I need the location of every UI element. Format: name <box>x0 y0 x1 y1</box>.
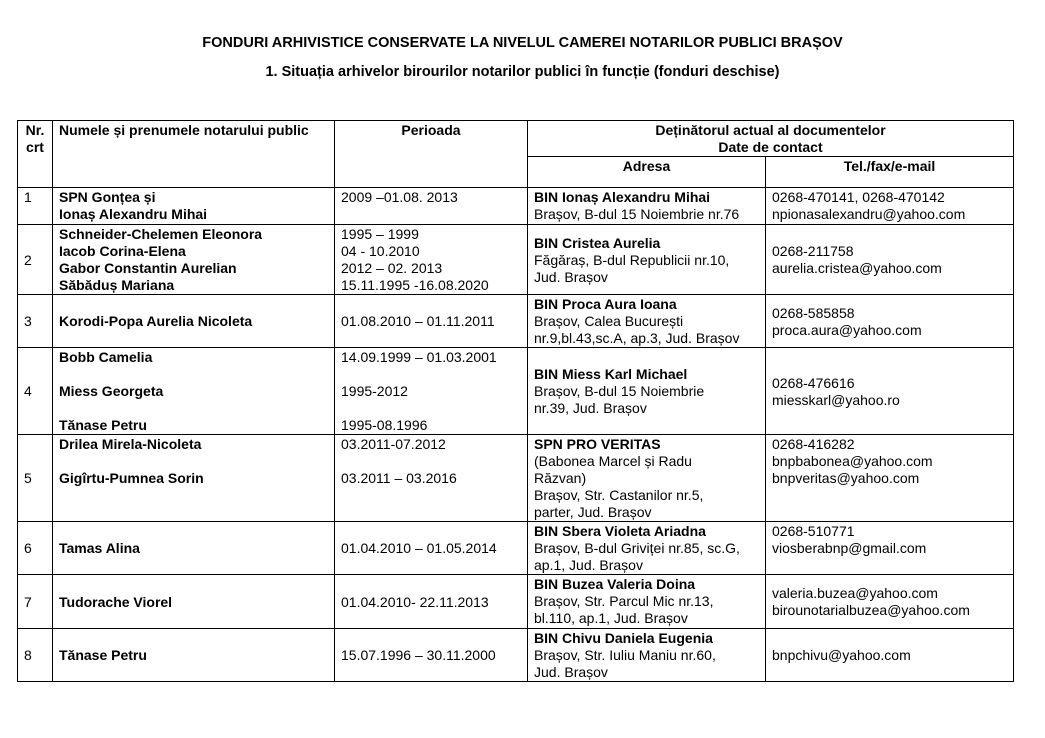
holder-address: BIN Cristea Aurelia Făgăraș, B-dul Republicii nr.10, Jud. Brașov <box>528 225 766 295</box>
row-number: 6 <box>18 522 53 575</box>
holder-name: BIN Ionaș Alexandru Mihai <box>534 189 711 205</box>
notary-names: Tudorache Viorel <box>53 575 335 629</box>
holder-address: BIN Buzea Valeria Doina Brașov, Str. Parcul Mic nr.13, bl.110, ap.1, Jud. Brașov <box>528 575 766 629</box>
notary-names: Bobb Camelia Miess Georgeta Tănase Petru <box>53 348 335 435</box>
holder-address: BIN Chivu Daniela Eugenia Brașov, Str. Iuliu Maniu nr.60, Jud. Brașov <box>528 629 766 682</box>
notary-names: SPN Gonțea și Ionaș Alexandru Mihai <box>53 188 335 225</box>
holder-address: BIN Miess Karl Michael Brașov, B-dul 15 Noiembrie nr.39, Jud. Brașov <box>528 348 766 435</box>
period: 01.08.2010 – 01.11.2011 <box>335 295 528 348</box>
contact-info: valeria.buzea@yahoo.com birounotarialbuzea@yahoo.com <box>766 575 1014 629</box>
period: 15.07.1996 – 30.11.2000 <box>335 629 528 682</box>
table-row <box>18 225 1014 295</box>
notary-names: Tănase Petru <box>53 629 335 682</box>
archives-table <box>17 120 1014 682</box>
header-name: Numele și prenumele notarului public <box>53 121 335 188</box>
period: 1995 – 1999 04 - 10.2010 2012 – 02. 2013 15.11.1995 -16.08.2020 <box>335 225 528 295</box>
contact-info: 0268-470141, 0268-470142 npionasalexandru@yahoo.com <box>766 188 1014 225</box>
notary-names: Korodi-Popa Aurelia Nicoleta <box>53 295 335 348</box>
contact-info: bnpchivu@yahoo.com <box>766 629 1014 682</box>
contact-info: 0268-211758 aurelia.cristea@yahoo.com <box>766 225 1014 295</box>
header-holder: Deținătorul actual al documentelor Date de contact <box>528 121 1014 157</box>
contact-info: 0268-416282 bnpbabonea@yahoo.com bnpveritas@yahoo.com <box>766 435 1014 522</box>
table-row <box>18 629 1014 682</box>
holder-name: BIN Miess Karl Michael <box>534 366 688 382</box>
table-row <box>18 295 1014 348</box>
notary-names: Tamas Alina <box>53 522 335 575</box>
table-row <box>18 348 1014 435</box>
row-number: 5 <box>18 435 53 522</box>
period: 03.2011-07.2012 03.2011 – 03.2016 <box>335 435 528 522</box>
holder-address: BIN Ionaș Alexandru Mihai Brașov, B-dul 15 Noiembrie nr.76 <box>528 188 766 225</box>
row-number: 7 <box>18 575 53 629</box>
document-subtitle: 1. Situația arhivelor birourilor notarilor publici în funcție (fonduri deschise) <box>265 64 780 80</box>
table-row <box>18 188 1014 225</box>
notary-names: Schneider-Chelemen Eleonora Iacob Corina-Elena Gabor Constantin Aurelian Săbăduș Mariana <box>53 225 335 295</box>
holder-name: BIN Cristea Aurelia <box>534 234 661 251</box>
table-row <box>18 575 1014 629</box>
document-title: FONDURI ARHIVISTICE CONSERVATE LA NIVELUL CAMEREI NOTARILOR PUBLICI BRAȘOV <box>202 35 843 51</box>
table-row <box>18 522 1014 575</box>
row-number: 1 <box>18 188 53 225</box>
holder-address: BIN Sbera Violeta Ariadna Brașov, B-dul Griviței nr.85, sc.G, ap.1, Jud. Brașov <box>528 522 766 575</box>
row-number: 2 <box>18 225 53 295</box>
holder-name: BIN Buzea Valeria Doina <box>534 576 696 592</box>
contact-info: 0268-585858 proca.aura@yahoo.com <box>766 295 1014 348</box>
header-address: Adresa <box>528 157 766 188</box>
header-nr: Nr. crt <box>18 121 53 188</box>
header-period: Perioada <box>335 121 528 188</box>
row-number: 3 <box>18 295 53 348</box>
period: 2009 –01.08. 2013 <box>335 188 528 225</box>
holder-name: BIN Chivu Daniela Eugenia <box>534 630 713 646</box>
holder-address: BIN Proca Aura Ioana Brașov, Calea București nr.9,bl.43,sc.A, ap.3, Jud. Brașov <box>528 295 766 348</box>
row-number: 8 <box>18 629 53 682</box>
holder-name: SPN PRO VERITAS <box>534 436 661 452</box>
holder-name: BIN Sbera Violeta Ariadna <box>534 523 706 539</box>
period: 01.04.2010- 22.11.2013 <box>335 575 528 629</box>
holder-address: SPN PRO VERITAS (Babonea Marcel și Radu Răzvan) Brașov, Str. Castanilor nr.5, parter, Jud. Brașov <box>528 435 766 522</box>
notary-names: Drilea Mirela-Nicoleta Gigîrtu-Pumnea Sorin <box>53 435 335 522</box>
contact-info: 0268-510771 viosberabnp@gmail.com <box>766 522 1014 575</box>
header-row <box>18 121 1014 157</box>
period: 14.09.1999 – 01.03.2001 1995-2012 1995-08.1996 <box>335 348 528 435</box>
header-contact: Tel./fax/e-mail <box>766 157 1014 188</box>
period: 01.04.2010 – 01.05.2014 <box>335 522 528 575</box>
holder-name: BIN Proca Aura Ioana <box>534 296 677 312</box>
row-number: 4 <box>18 348 53 435</box>
contact-info: 0268-476616 miesskarl@yahoo.ro <box>766 348 1014 435</box>
table-row <box>18 435 1014 522</box>
